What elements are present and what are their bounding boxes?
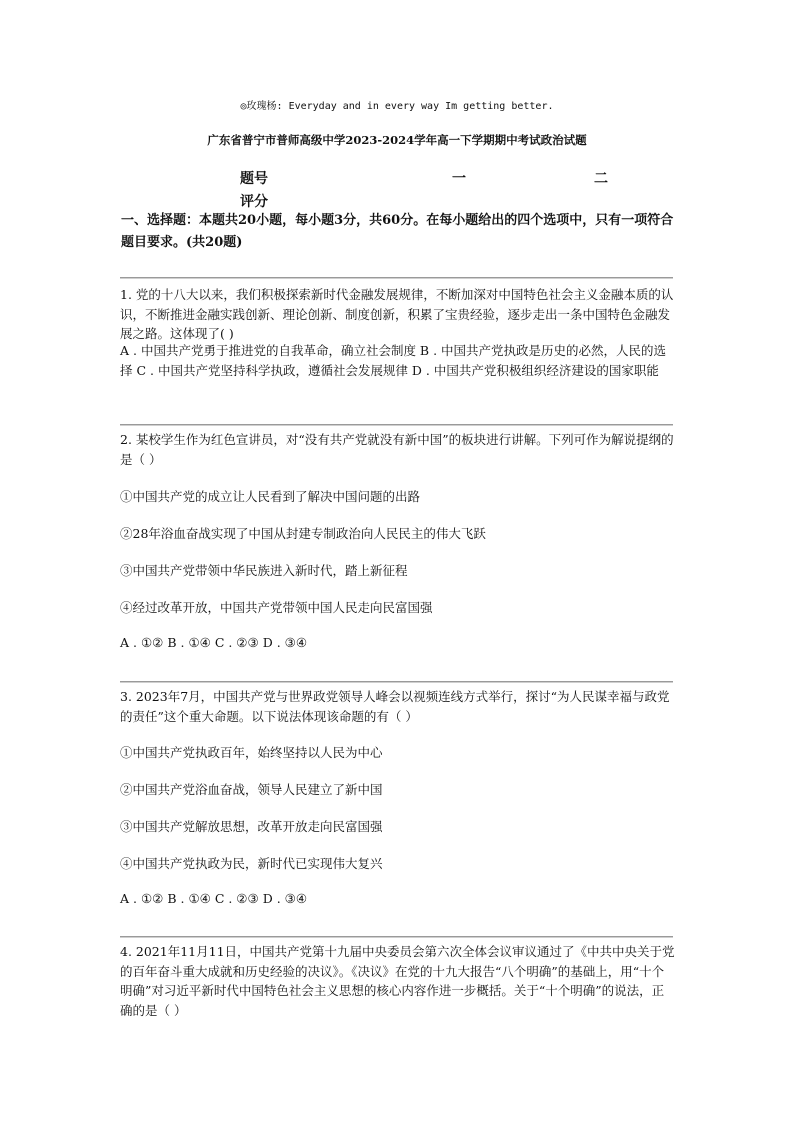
question-3-item-4: ④中国共产党执政为民，新时代已实现伟大复兴	[120, 856, 383, 871]
section-heading: 一、选择题：本题共20小题，每小题3分，共60分。在每小题给出的四个选项中，只有一项符合题目要求。(共20题)	[121, 213, 674, 250]
question-1-stem: 1. 党的十八大以来，我们积极探索新时代金融发展规律，不断加深对中国特色社会主义金融本质的认识，不断推进金融实践创新、理论创新、制度创新，积累了宝贵经验，逐步走出一条中国特色金融发展之路。这体现了( )	[120, 287, 674, 341]
question-2-item-4: ④经过改革开放，中国共产党带领中国人民走向民富国强	[120, 600, 433, 615]
score-column-1: 一	[452, 171, 466, 187]
question-3-stem: 3. 2023年7月，中国共产党与世界政党领导人峰会以视频连线方式举行，探讨“为人民谋幸福与政党的责任”这个重大命题。以下说法体现该命题的有（ ）	[120, 689, 670, 724]
question-2-item-1: ①中国共产党的成立让人民看到了解决中国问题的出路	[120, 489, 421, 504]
question-divider	[120, 936, 673, 938]
question-divider	[120, 277, 673, 279]
question-2-item-3: ③中国共产党带领中华民族进入新时代，踏上新征程	[120, 563, 408, 578]
question-3-options: A . ①② B . ①④ C . ②③ D . ③④	[120, 891, 308, 906]
question-divider	[120, 681, 673, 683]
question-4-stem: 4. 2021年11月11日，中国共产党第十九届中央委员会第六次全体会议审议通过了《中共中央关于党的百年奋斗重大成就和历史经验的决议》。《决议》在党的十九大报告“八个明确”的基础上，用“十个明确”对习近平新时代中国特色社会主义思想的核心内容作进一步概括。关于“十个明确”的说法，正确的是（ ）	[120, 944, 675, 1018]
question-1-options: A . 中国共产党勇于推进党的自我革命，确立社会制度 B . 中国共产党执政是历史的必然，人民的选择 C . 中国共产党坚持科学执政，遵循社会发展规律 D . 中国共产党积极组织经济建设的国家职能	[120, 343, 667, 378]
score-label-score: 评分	[240, 194, 268, 210]
question-2-options: A . ①② B . ①④ C . ②③ D . ③④	[120, 635, 308, 650]
question-3-item-3: ③中国共产党解放思想，改革开放走向民富国强	[120, 819, 383, 834]
header-note: ◎玫瑰杨: Everyday and in every way Im getting better.	[240, 101, 554, 112]
question-3-item-1: ①中国共产党执政百年，始终坚持以人民为中心	[120, 745, 383, 760]
question-3-item-2: ②中国共产党浴血奋战，领导人民建立了新中国	[120, 782, 383, 797]
question-2-item-2: ②28年浴血奋战实现了中国从封建专制政治向人民民主的伟大飞跃	[120, 526, 486, 541]
question-divider	[120, 424, 673, 426]
question-2-stem: 2. 某校学生作为红色宣讲员，对“没有共产党就没有新中国”的板块进行讲解。下列可作为解说提纲的是（ ）	[120, 432, 674, 467]
document-title: 广东省普宁市普师高级中学2023-2024学年高一下学期期中考试政治试题	[207, 133, 587, 147]
score-column-2: 二	[594, 171, 608, 187]
score-label-question-number: 题号	[240, 171, 268, 187]
